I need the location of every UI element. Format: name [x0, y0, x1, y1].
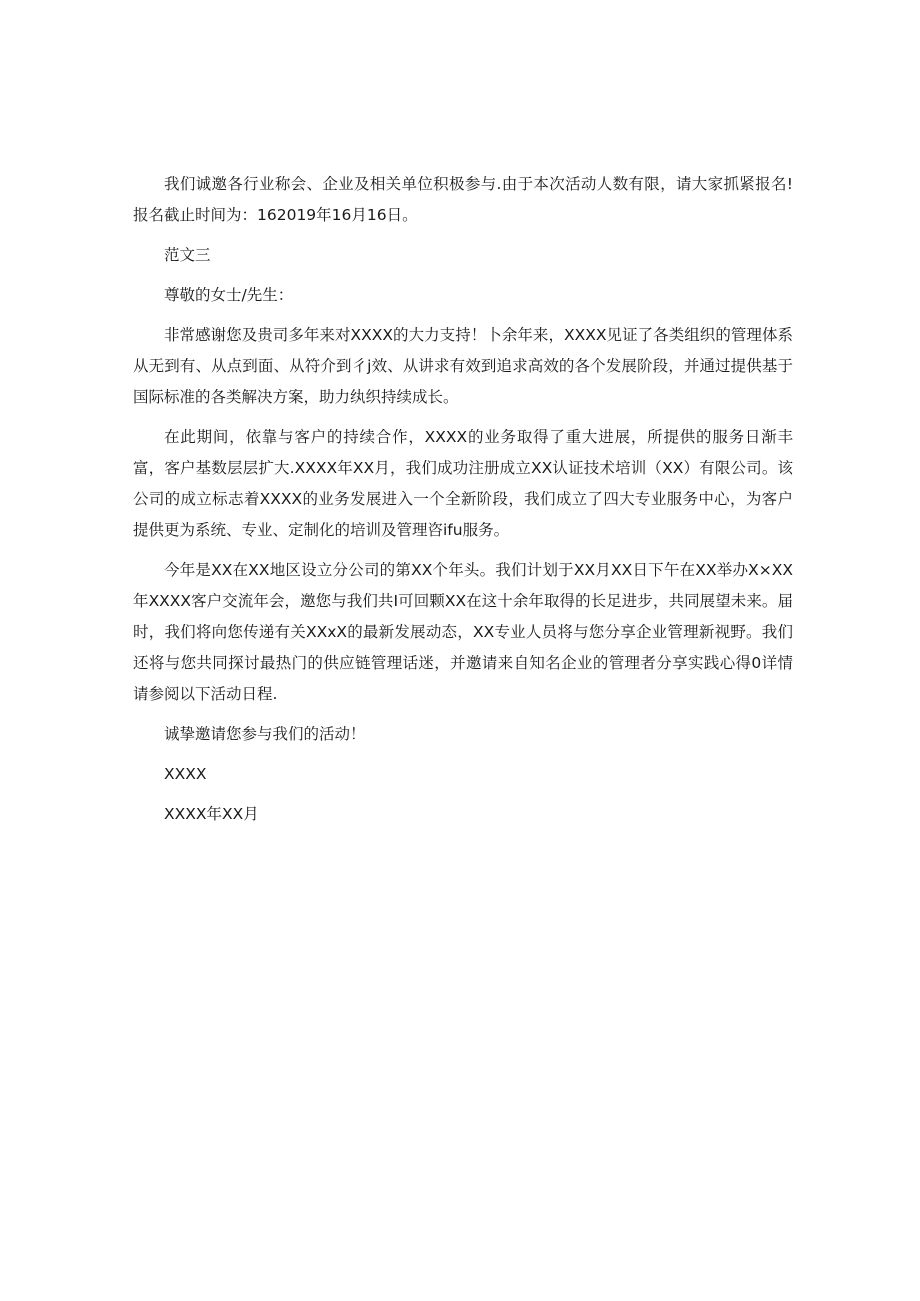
document-body	[133, 169, 793, 839]
body-paragraph: 非常感谢您及贵司多年来对XXXX的大力支持！卜余年来，XXXX见证了各类组织的管理体系从无到有、从点到面、从符介到彳j效、从讲求有效到追求高效的各个发展阶段，并通过提供基于国际标准的各类解决方案，助力纨织持续成长。	[133, 326, 793, 406]
date-line: XXXX年XX月	[164, 805, 259, 823]
section-heading: 范文三	[164, 246, 211, 264]
closing-line: 诚挚邀请您参与我们的活动！	[164, 725, 366, 743]
body-paragraph: 在此期间，依靠与客户的持续合作，XXXX的业务取得了重大进展，所提供的服务日渐丰富，客户基数层层扩大.XXXX年XX月，我们成功注册成立XX认证技术培训（XX）有限公司。该公司的成立标志着XXXX的业务发展进入一个全新阶段，我们成立了四大专业服务中心，为客户提供更为系统、专业、定制化的培训及管理咨ifu服务。	[133, 428, 793, 539]
body-paragraph: 今年是XX在XX地区设立分公司的第XX个年头。我们计划于XX月XX日下午在XX举办X×XX年XXXX客户交流年会，邀您与我们共I可回颗XX在这十余年取得的长足进步，共同展望未来。届时，我们将向您传递有关XXxX的最新发展动态，XX专业人员将与您分享企业管理新视野。我们还将与您共同探讨最热门的供应链管理话迷，并邀请来自知名企业的管理者分享实践心得0详情请参阅以下活动日程.	[133, 561, 793, 703]
salutation: 尊敬的女士/先生：	[164, 286, 294, 304]
signature: XXXX	[164, 765, 207, 783]
intro-paragraph: 我们诚邀各行业称会、企业及相关单位积极参与.由于本次活动人数有限，请大家抓紧报名!报名截止时间为：162019年16月16日。	[133, 175, 793, 224]
